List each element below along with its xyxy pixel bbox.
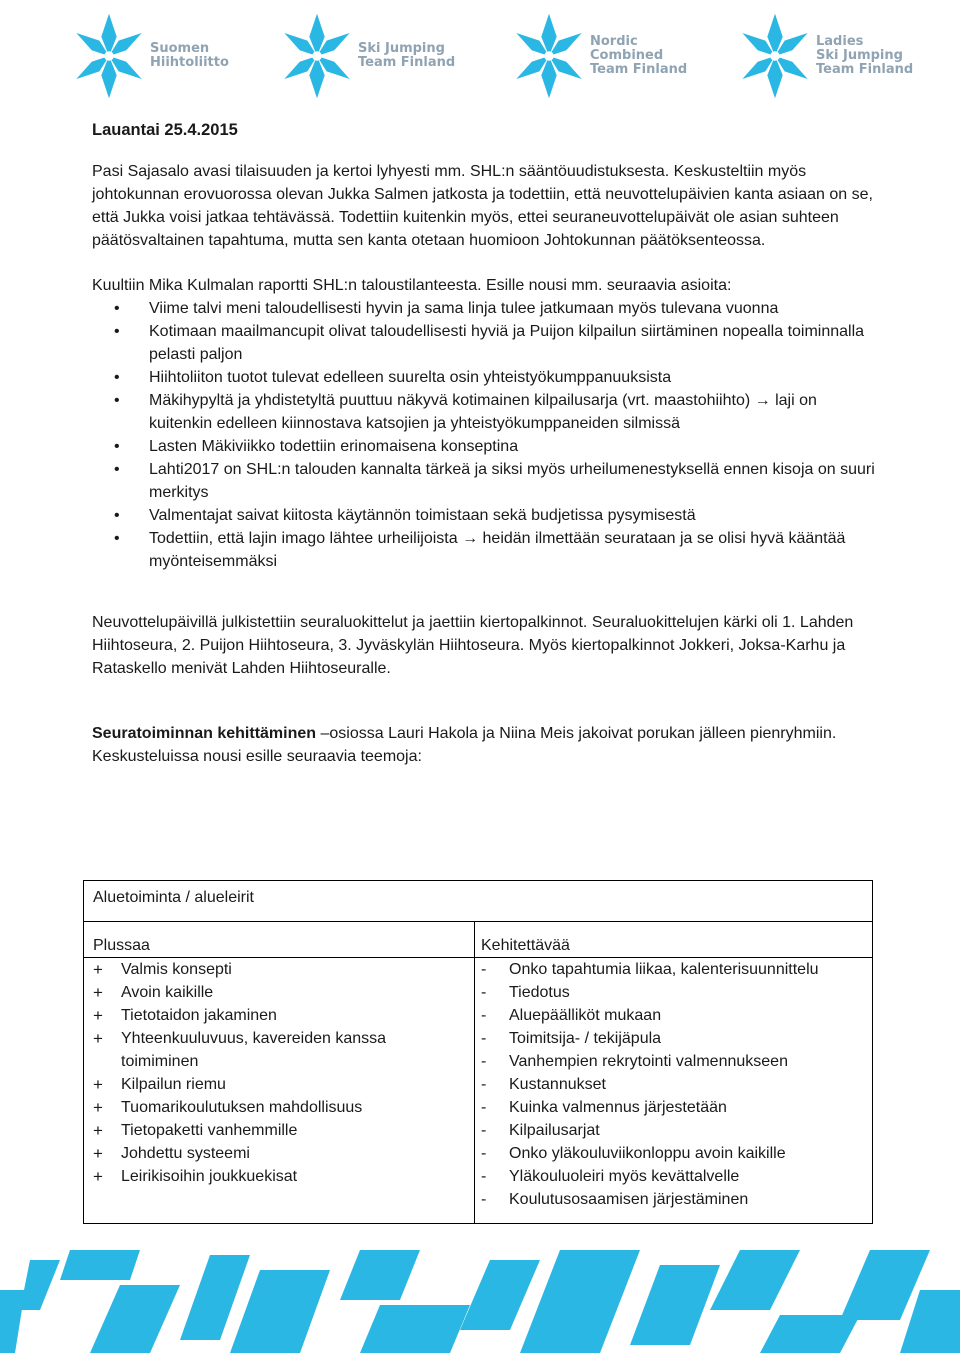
minus-list	[481, 958, 866, 1211]
list-item: + Tietopaketti vanhemmille	[93, 1119, 465, 1142]
spacer	[92, 573, 882, 611]
list-item: + Kilpailun riemu	[93, 1073, 465, 1096]
plus-column-title: Plussaa	[84, 934, 474, 958]
finance-bullet-list	[92, 297, 882, 573]
minus-column	[475, 922, 872, 1224]
plus-list	[93, 958, 465, 1188]
list-item: + Tuomarikoulutuksen mahdollisuus	[93, 1096, 465, 1119]
list-item: - Kustannukset	[481, 1073, 866, 1096]
date-heading: Lauantai 25.4.2015	[92, 121, 238, 139]
list-item: • Lasten Mäkiviikko todettiin erinomaisena konseptina	[92, 435, 882, 458]
document-body	[92, 117, 882, 768]
nordic-combined-team-finland-logo	[510, 6, 687, 106]
logo-text-line: Ski Jumping	[816, 48, 903, 63]
list-item: - Toimitsija- / tekijäpula	[481, 1027, 866, 1050]
paragraph-finance-intro: Kuultiin Mika Kulmalan raportti SHL:n taloustilanteesta. Esille nousi mm. seuraavia asioita:	[92, 277, 732, 294]
logo-text-line: Suomen	[150, 41, 210, 56]
snowflake-logo-icon	[70, 8, 148, 104]
ski-jumping-team-finland-logo	[278, 6, 455, 106]
logo-text-line: Ski Jumping	[358, 41, 445, 56]
list-item: + Leirikisoihin joukkuekisat	[93, 1165, 465, 1188]
list-item: • Valmentajat saivat kiitosta käytännön toimistaan sekä budjetissa pysymisestä	[92, 504, 882, 527]
paragraph-club-rankings: Neuvottelupäivillä julkistettiin seuraluokittelut ja jaettiin kiertopalkinnot. Seuraluokittelujen kärki oli 1. Lahden Hiihtoseura, 2. Puijon Hiihtoseura, 3. Jyväskylän Hiihtoseura. Myös kiertopalkinnot Jokkeri, Joksa-Karhu ja Rataskello menivät Lahden Hiihtoseuralle.	[92, 614, 854, 677]
table-header: Aluetoiminta / alueleirit	[84, 881, 872, 922]
list-item: • Viime talvi meni taloudellisesti hyvin ja sama linja tulee jatkumaan myös tulevana vuonna	[92, 297, 882, 320]
paragraph-opening: Pasi Sajasalo avasi tilaisuuden ja kertoi lyhyesti mm. SHL:n sääntöuudistuksesta. Keskusteltiin myös johtokunnan erovuorossa olevan Jukka Salmen jatkosta ja todettiin, että neuvottelupäivien kanta asiaan on se, että Jukka voisi jatkaa tehtävässä. Todettiin kuitenkin myös, ettei seuraneuvottelupäivät ole asian suhteen päätösvaltainen tapahtuma, mutta sen kanta otetaan huomioon Johtokunnan päätöksenteossa.	[92, 163, 873, 249]
section-title: Seuratoiminnan kehittäminen	[92, 725, 317, 742]
spacer	[92, 680, 882, 722]
logo-text-line: Team Finland	[816, 62, 914, 77]
snowflake-logo-icon	[278, 8, 356, 104]
list-item: - Onko tapahtumia liikaa, kalenterisuunnittelu	[481, 958, 866, 981]
plus-column	[84, 922, 475, 1224]
logo-text-line: Combined	[590, 48, 664, 63]
list-item: + Avoin kaikille	[93, 981, 465, 1004]
list-item: - Vanhempien rekrytointi valmennukseen	[481, 1050, 866, 1073]
header-logos	[70, 6, 914, 106]
list-item: + Valmis konsepti	[93, 958, 465, 981]
list-item: - Kuinka valmennus järjestetään	[481, 1096, 866, 1119]
list-item: • Hiihtoliiton tuotot tulevat edelleen suurelta osin yhteistyökumppanuuksista	[92, 366, 882, 389]
footer-decorative-banner	[0, 1250, 960, 1353]
logo-text-line: Hiihtoliitto	[150, 55, 229, 70]
suomen-hiihtoliitto-logo	[70, 6, 229, 106]
list-item: - Yläkouluoleiri myös kevättalvelle	[481, 1165, 866, 1188]
paragraph-text: –osiossa Lauri Hakola ja Niina Meis jakoivat porukan jälleen pienryhmiin. Keskusteluissa nousi esille seuraavia teemoja:	[92, 725, 837, 765]
list-item: - Koulutusosaamisen järjestäminen	[481, 1188, 866, 1211]
list-item: + Yhteenkuuluvuus, kavereiden kanssa toimiminen	[93, 1027, 465, 1073]
list-item: - Aluepäälliköt mukaan	[481, 1004, 866, 1027]
list-item: • Todettiin, että lajin imago lähtee urheilijoista → heidän ilmettään seurataan ja se olisi hyvä kääntää myönteisemmäksi	[92, 527, 882, 573]
logo-text-line: Team Finland	[358, 55, 456, 70]
list-item: - Onko yläkouluviikonloppu avoin kaikille	[481, 1142, 866, 1165]
snowflake-logo-icon	[736, 8, 814, 104]
ladies-ski-jumping-team-finland-logo	[736, 6, 913, 106]
regional-activity-table	[83, 880, 873, 1224]
snowflake-logo-icon	[510, 8, 588, 104]
logo-text-line: Ladies	[816, 34, 864, 49]
list-item: + Tietotaidon jakaminen	[93, 1004, 465, 1027]
logo-text-line: Nordic	[590, 34, 638, 49]
list-item: • Lahti2017 on SHL:n talouden kannalta tärkeä ja siksi myös urheilumenestyksellä ennen kisoja on suuri merkitys	[92, 458, 882, 504]
list-item: - Kilpailusarjat	[481, 1119, 866, 1142]
list-item: - Tiedotus	[481, 981, 866, 1004]
minus-column-title: Kehitettävää	[475, 934, 872, 958]
list-item: • Mäkihypyltä ja yhdistetyltä puuttuu näkyvä kotimainen kilpailusarja (vrt. maastohiihto) → laji on kuitenkin edelleen kiinnostava katsojien ja yhteistyökumppaneiden silmissä	[92, 389, 882, 435]
list-item: • Kotimaan maailmancupit olivat taloudellisesti hyviä ja Puijon kilpailun siirtäminen nopealla toiminnalla pelasti paljon	[92, 320, 882, 366]
list-item: + Johdettu systeemi	[93, 1142, 465, 1165]
paragraph-club-development	[92, 722, 882, 768]
logo-text-line: Team Finland	[590, 62, 688, 77]
